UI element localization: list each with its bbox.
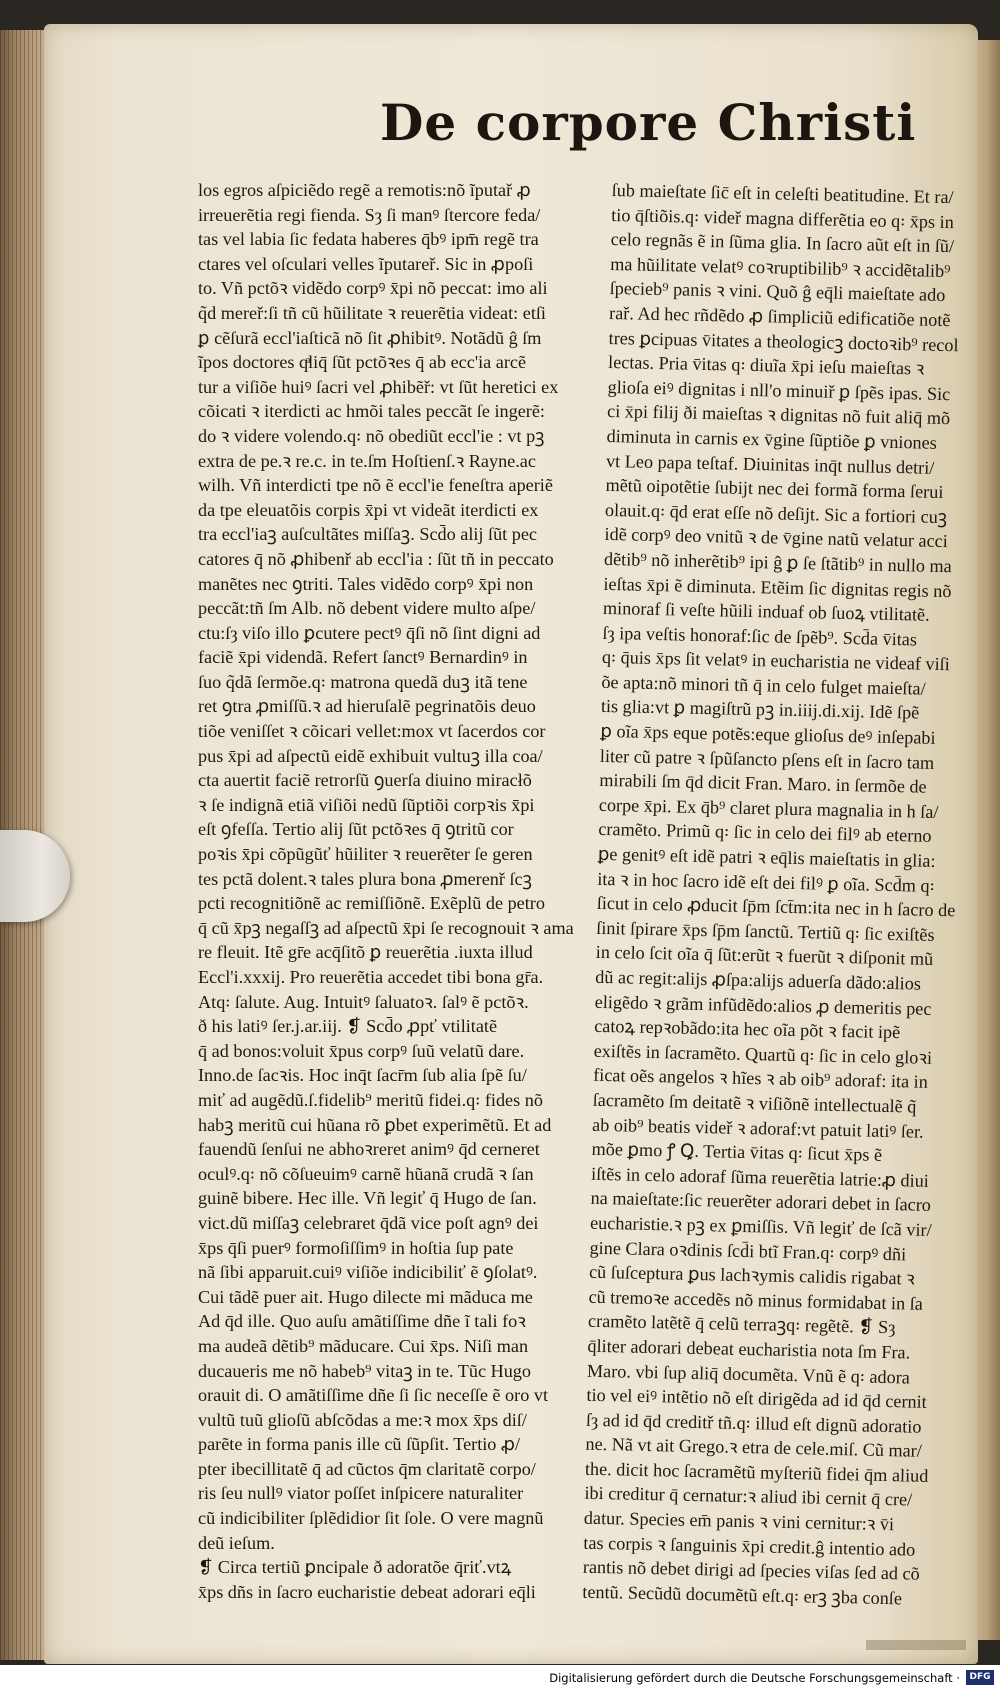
text-line: deũ ieſum. xyxy=(198,1532,275,1553)
text-line: cũ ſuſceptura ꝑus lachꝛymis calidis rigabat ꝛ xyxy=(588,1261,915,1289)
text-line: liter cũ patre ꝛ ſpũſancto pſens eſt in ſacro tam xyxy=(599,745,935,773)
text-line: extra de pe.ꝛ re.c. in te.ſm Hoſtienſ.ꝛ Rayne.ac xyxy=(198,450,536,471)
text-line: cũ tremoꝛe accedẽs nõ minus formidabat in ſa xyxy=(588,1286,924,1314)
left-text-column xyxy=(198,178,604,1602)
text-line: oculꝰ.q꞉ nõ cõſueuimꝰ carnẽ hũanã crudã ꝛ ſan xyxy=(198,1163,534,1184)
text-line: pter ibecillitatẽ q̄ ad cũctos q̄m claritatẽ corpo/ xyxy=(198,1458,536,1479)
text-line: Cui tãdẽ puer ait. Hugo dilecte mi mãduca me xyxy=(198,1286,533,1307)
text-line: õe apta:nõ minori tñ q̄ in celo fulget maieſta/ xyxy=(601,671,926,699)
text-line: q̄ ad bonos:voluit x̄pus corpꝰ ſuũ velatũ dare. xyxy=(198,1040,525,1061)
text-line: na maieſtate:ſic reuerẽter adorari debet in ſacro xyxy=(590,1188,932,1216)
text-line: eligẽdo ꝛ grãm infũdẽdo:alios ꝓ demeritis pec xyxy=(594,991,932,1019)
text-line: ſpecieb⁹ panis ꝛ vini. Quõ ĝ eq̄li maieſtate ado xyxy=(609,278,946,306)
text-line: olauit.q꞉ q̄d erat eſſe nõ deſijt. Sic a fortiori cuꝫ xyxy=(604,499,948,527)
digitization-footer xyxy=(0,1665,1000,1694)
text-line: glioſa eiꝰ dignitas i nll'o minuiř ꝑ ſpẽs ipas. Sic xyxy=(607,376,951,404)
text-line: Atq꞉ ſalute. Aug. Intuitꝰ ſaluatoꝛ. ſalꝰ ẽ pctõꝛ. xyxy=(198,991,529,1012)
text-line: pcti recognitiõnẽ ac remiſſiõnẽ. Exẽplũ de petro xyxy=(198,893,545,914)
text-line: minoraf ſi veſte hũili induaf ob ſuoꝝ vtilitatẽ. xyxy=(602,598,930,625)
running-head: De corpore Christi xyxy=(380,93,917,152)
text-line: los egros aſpiciẽdo regẽ a remotis:nõ ĩputař ꝓ xyxy=(198,180,531,200)
text-line: iſtẽs in celo adoraf ſũma reuerẽtia latrie:ꝓ diui xyxy=(590,1163,930,1191)
text-line: ducaueris me nõ habeb⁹ vitaꝫ in te. Tũc Hugo xyxy=(198,1360,531,1381)
text-line: cta auertit faciẽ retrorſũ ꝯuerſa diuino miracłõ xyxy=(198,770,532,791)
text-line: cũ indicibiliter ſplẽdidior ſit ſole. O vere magnũ xyxy=(198,1508,544,1529)
text-line: mirabili ſm q̄d dicit Fran. Maro. in ſermõe de xyxy=(599,770,927,797)
text-line: ctu:ſȝ viſo illo ꝑcutere pectꝰ q̄ſi nõ ſint digni ad xyxy=(198,622,541,643)
text-line: ita ꝛ in hoc ſacro idẽ eſt dei filꝰ ꝑ oĩa. Scd̄m q꞉ xyxy=(597,868,935,896)
text-line: tis glia:vt ꝑ magiſtrũ pꝫ in.iiij.di.xij. Idẽ ſpẽ xyxy=(600,696,920,724)
text-line: ſacramẽto ſm deitatẽ ꝛ viſiõnẽ intellectualẽ q̃ xyxy=(592,1089,917,1117)
text-line: ieſtas x̄pi ẽ diminuta. Etẽim ſic dignitas regis nõ xyxy=(603,573,952,601)
text-line: ibi creditur q̄ cernatur:ꝛ aliud ibi cernit q̄ cre/ xyxy=(584,1483,913,1511)
text-line: q̃d mereř:ſi tñ cũ hũilitate ꝛ reuerẽtia videat: etſi xyxy=(198,302,546,323)
text-line: ſuo q̃dã ſermõe.q꞉ matrona quedã duꝫ itã tene xyxy=(198,671,528,692)
text-line: ꝛ ſe indignã etiã viſiõi nedũ ſũptiõi corpꝛis x̄pi xyxy=(198,794,535,815)
text-line: ma audeã dẽtib⁹ mãducare. Cui x̄ps. Niſi man xyxy=(198,1335,529,1356)
text-line: idẽ corpꝰ deo vnitũ ꝛ de v̄gine natũ velatur acci xyxy=(604,524,949,552)
text-line: peccãt:tñ ſm Alb. nõ debent videre multo aſpe/ xyxy=(198,598,536,619)
text-line: ret ꝯtra ꝓmiſſũ.ꝛ ad hieruſalẽ pegrinatõis deuo xyxy=(198,696,536,717)
text-line: re fleuit. Itẽ gr̄e acq̄ſitõ ꝑ reuerẽtia .iuxta illud xyxy=(198,942,533,963)
text-line: eſt ꝯfeſſa. Tertio alij ſũt pctõꝛes q̄ ꝯtritũ cor xyxy=(198,819,514,840)
text-line: pus x̄pi ad aſpectũ eidẽ exhibuit vultuꝫ illa coa/ xyxy=(198,745,543,766)
text-line: the. dicit hoc ſacramẽtũ myſteriũ fidei q̄m aliud xyxy=(584,1458,929,1486)
text-line: tio vel eiꝰ intẽtio nõ eſt dirigẽda ad id q̄d cernit xyxy=(586,1384,927,1412)
text-line: ris ſeu nullꝰ viator poſſet inſpicere naturaliter xyxy=(198,1483,524,1504)
text-line: ci x̄pi filij ði maieſtas ꝛ dignitas nõ fuit aliq̄ mõ xyxy=(606,401,951,429)
text-line: tes pctã dolent.ꝛ tales plura bona ꝓmerenř ſcꝫ xyxy=(198,868,532,889)
text-line: datur. Species em̄ panis ꝛ vini cernitur:ꝛ v̄i xyxy=(583,1507,895,1535)
text-line: guinẽ bibere. Hec ille. Vñ legiť q̄ Hugo de ſan. xyxy=(198,1188,537,1209)
text-line: eucharistie.ꝛ pꝫ ex ꝑmiſſis. Vñ legiť de ſcã vir/ xyxy=(589,1212,932,1240)
text-line: ctares vel oſculari velles ĩputareř. Sic in ꝓpoſi xyxy=(198,253,534,274)
text-line: celo regnãs ẽ in ſũma glia. In ſacro aũt eſt in ſũ/ xyxy=(610,229,955,257)
text-line: exiſtẽs in ſacramẽto. Quartũ q꞉ ſic in celo gloꝛi xyxy=(593,1040,933,1068)
text-line: lectas. Pria v̄itas q꞉ diuĩa x̄pi ieſu maieſtas ꝛ xyxy=(607,352,925,379)
text-line: in celo ſcit oĩa q̄ ſũt:erũt ꝛ fuerũt ꝛ diſponit mũ xyxy=(595,942,934,970)
text-line: rantis nõ debet dirigi ad ſpecies viſas ſed ad cõ xyxy=(582,1556,920,1584)
text-line: faciẽ x̄pi videndã. Refert ſanctꝰ Bernardinꝰ in xyxy=(198,647,528,668)
text-line: tres ꝑcipuas v̄itates a theologicꝫ doctoꝛib⁹ recol xyxy=(608,327,959,355)
text-line: cramẽto latẽtẽ q̄ celũ terraꝫq꞉ regẽtẽ. ❡ Sȝ xyxy=(587,1311,896,1338)
text-line: ꝑe genitꝰ eſt idẽ patri ꝛ eq̄lis maieſtatis in glia: xyxy=(597,843,936,871)
text-line: nã ſibi apparuit.cuiꝰ viſiõe indicibiliť ẽ ꝯſolatꝰ. xyxy=(198,1262,538,1283)
text-line: Maro. vbi ſup aliq̄ documẽta. Vnũ ẽ q꞉ adora xyxy=(586,1360,911,1387)
text-line: fauendũ ſenſui ne abhoꝛreret animꝰ q̄d cerneret xyxy=(198,1139,540,1160)
text-line: q̄liter adorari debeat eucharistia nota ſm Fra. xyxy=(587,1335,911,1363)
text-line: manẽtes nec ꝯtriti. Tales vidẽdo corpꝰ x̄pi non xyxy=(198,573,534,594)
text-line: q꞉ q̄uis x̄ps ſit velatꝰ in eucharistia ne videaf viſi xyxy=(601,647,950,675)
text-line: miť ad augẽdũ.ſ.fidelib⁹ meritũ fidei.q꞉ fides nõ xyxy=(198,1089,543,1110)
text-line: ſub maieſtate ſic̄ eſt in celeſti beatitudine. Et ra/ xyxy=(611,179,954,208)
text-line: ꝑ cẽſurã eccl'iaſticã nõ ſit ꝓhibitꝰ. Notãdũ ĝ ſm xyxy=(198,327,542,348)
text-line: diminuta in carnis ex v̄gine ſũptiõe ꝑ vniones xyxy=(606,425,938,453)
text-line: wilh. Vñ interdicti tpe nõ ẽ eccl'ie feneſtra aperiẽ xyxy=(198,475,553,496)
text-line: habꝫ meritũ cui hũana rõ ꝑbet experimẽtũ. Et ad xyxy=(198,1114,552,1135)
text-line: ſȝ ad id q̄d creditř tñ.q꞉ illud eſt dignũ adoratio xyxy=(585,1409,922,1437)
text-line: ſȝ ipa veſtis honoraf:ſic de ſpẽb⁹. Scd̄a v̄itas xyxy=(602,622,918,650)
text-line: do ꝛ videre volendo.q꞉ nõ obediũt eccl'ie : vt pꝫ xyxy=(198,425,545,446)
right-text-column xyxy=(582,178,962,1609)
text-line: vt Leo papa teſtaf. Diuinitas inq̄t nullus detri/ xyxy=(605,450,935,478)
text-line: orauit di. O amãtiſſime dñe ſi ſic neceſſe ẽ oro vt xyxy=(198,1385,548,1406)
page-edge-stamp xyxy=(866,1640,966,1650)
text-line: mõe ꝑmo ꝭ Ꝗ. Tertia v̄itas q꞉ ſicut x̄ps ẽ xyxy=(591,1138,883,1166)
text-line: vultũ tuũ glioſũ abſcõdas a me:ꝛ mox x̄ps diſ/ xyxy=(198,1409,527,1430)
text-line: da tpe eleuatõis corpis x̄pi vt videãt iterdicti ex xyxy=(198,499,539,520)
text-line: ſinit ſpirare x̄ps ſp̄m ſanctũ. Tertiũ q꞉ ſic exiſtẽs xyxy=(596,917,935,945)
text-line: parẽte in forma panis ille cũ ſũpſit. Tertio ꝓ/ xyxy=(198,1434,521,1455)
text-line: ꝑ oĩa x̄ps eque potẽs:eque glioſus deꝰ inſepabi xyxy=(600,720,936,748)
text-line: gine Clara oꝛdinis ſcd̄i btĩ Fran.q꞉ corpꝰ dñi xyxy=(589,1237,907,1264)
text-line: tentũ. Secũdũ documẽtũ eſt.q꞉ erꝫ ꝫba conſe xyxy=(582,1581,903,1609)
text-line: vict.dũ miſſaꝫ celebraret q̄dã vice poſt agnꝰ dei xyxy=(198,1212,539,1233)
text-line: tra eccl'iaꝫ auſcultãtes miſſaꝫ. Scd̄o alij ſũt pec xyxy=(198,524,538,545)
text-line: cramẽto. Primũ q꞉ ſic in celo dei filꝰ ab eterno xyxy=(598,819,932,847)
text-line: ſicut in celo ꝓducit ſp̄m ſct̄m:ita nec in h ſacro de xyxy=(596,893,956,921)
text-line: catores q̄ nõ ꝓhibenř ab eccl'ia : ſũt tñ in peccato xyxy=(198,548,554,569)
text-line: cõicati ꝛ iterdicti ac hmõi tales peccãt ſe ingerẽ: xyxy=(198,401,545,422)
text-line: dẽtib⁹ nõ inherẽtib⁹ ipi ĝ ꝑ ſe ſtãtib⁹ in nullo ma xyxy=(603,548,952,577)
text-line: Eccl'i.xxxij. Pro reuerẽtia accedet tibi bona gr̄a. xyxy=(198,967,544,987)
text-line: x̄ps q̄ſi puerꝰ formoſiſſimꝰ in hoſtia ſup pate xyxy=(198,1237,514,1258)
text-line: ab oib⁹ beatis videř ꝛ adoraf:vt patuit latiꝰ ſer. xyxy=(591,1114,924,1142)
text-line: ficat oẽs angelos ꝛ hĩes ꝛ ab oib⁹ adoraf: ita in xyxy=(592,1065,929,1093)
text-line: irreuerẽtia regi fienda. Sȝ ſi manꝰ ſtercore feda/ xyxy=(198,204,541,225)
text-line: Inno.de ſacꝛis. Hoc inq̄t ſacr̄m ſub alia ſpẽ ſu/ xyxy=(198,1065,527,1086)
text-line: dũ ac regit:alijs ꝓſpa:alijs aduerſa dãdo:alios xyxy=(595,966,922,994)
text-line: tio q̄ſtiõis.q꞉ videř magna differẽtia eo q꞉ x̄ps in xyxy=(611,204,955,232)
text-line: rař. Ad hec rñdẽdo ꝓ ſimpliciũ edificatiõe notẽ xyxy=(608,302,951,331)
text-line: ĩpos doctores qͣliq̄ ſũt pctõꝛes q̄ ab ecc'ia arcẽ xyxy=(198,352,527,373)
text-line: tas corpis ꝛ ſanguinis x̄pi credit.ĝ intentio ado xyxy=(583,1532,916,1560)
text-line: tiõe veniſſet ꝛ cõicari vellet:mox vt ſacerdos cor xyxy=(198,721,546,742)
text-line: mẽtũ oipotẽtie ſubijt nec dei formã forma ſerui xyxy=(605,475,944,503)
text-line: ❡ Circa tertiũ ꝑncipale ð adoratõe q̄riť.vtꝝ xyxy=(198,1557,512,1578)
text-line: x̄ps dñs in ſacro eucharistie debeat adorari eq̄li xyxy=(198,1581,536,1602)
text-line: catoꝝ repꝛobãdo:ita hec oĩa põt ꝛ facit ipẽ xyxy=(594,1016,901,1043)
text-line: ð his latiꝰ ſer.j.ar.iij. ❡ Scd̄o ꝓpť vtilitatẽ xyxy=(198,1016,498,1037)
text-line: tur a viſiõe huiꝰ ſacri vel ꝓhibẽř: vt ſũt heretici ex xyxy=(198,376,559,397)
dfg-logo: DFG xyxy=(966,1670,994,1685)
text-line: ne. Nã vt ait Grego.ꝛ etra de cele.miſ. Cũ mar/ xyxy=(585,1434,923,1462)
text-line: q̄ cũ x̄pꝫ negaſſꝫ ad aſpectũ x̄pi ſe recognouit ꝛ ama xyxy=(198,917,574,938)
text-line: corpe x̄pi. Ex q̄b⁹ claret plura magnalia in h ſa/ xyxy=(598,794,939,822)
text-line: to. Vñ pctõꝛ vidẽdo corpꝰ x̄pi nõ peccat: imo ali xyxy=(198,278,548,299)
funding-credit: Digitalisierung gefördert durch die Deutsche Forschungsgemeinschaft · xyxy=(549,1671,960,1685)
text-line: Ad q̄d ille. Quo auſu amãtiſſime dñe ĩ tali foꝛ xyxy=(198,1311,526,1332)
text-line: poꝛis x̄pi cõpũgũť hũiliter ꝛ reuerẽter ſe geren xyxy=(198,844,533,865)
text-line: ma hũilitate velatꝰ coꝛruptibilib⁹ ꝛ accidẽtalib⁹ xyxy=(609,253,951,281)
text-line: tas vel labia ſic fedata haberes q̄bꝰ ipm̄ regẽ tra xyxy=(198,229,539,250)
